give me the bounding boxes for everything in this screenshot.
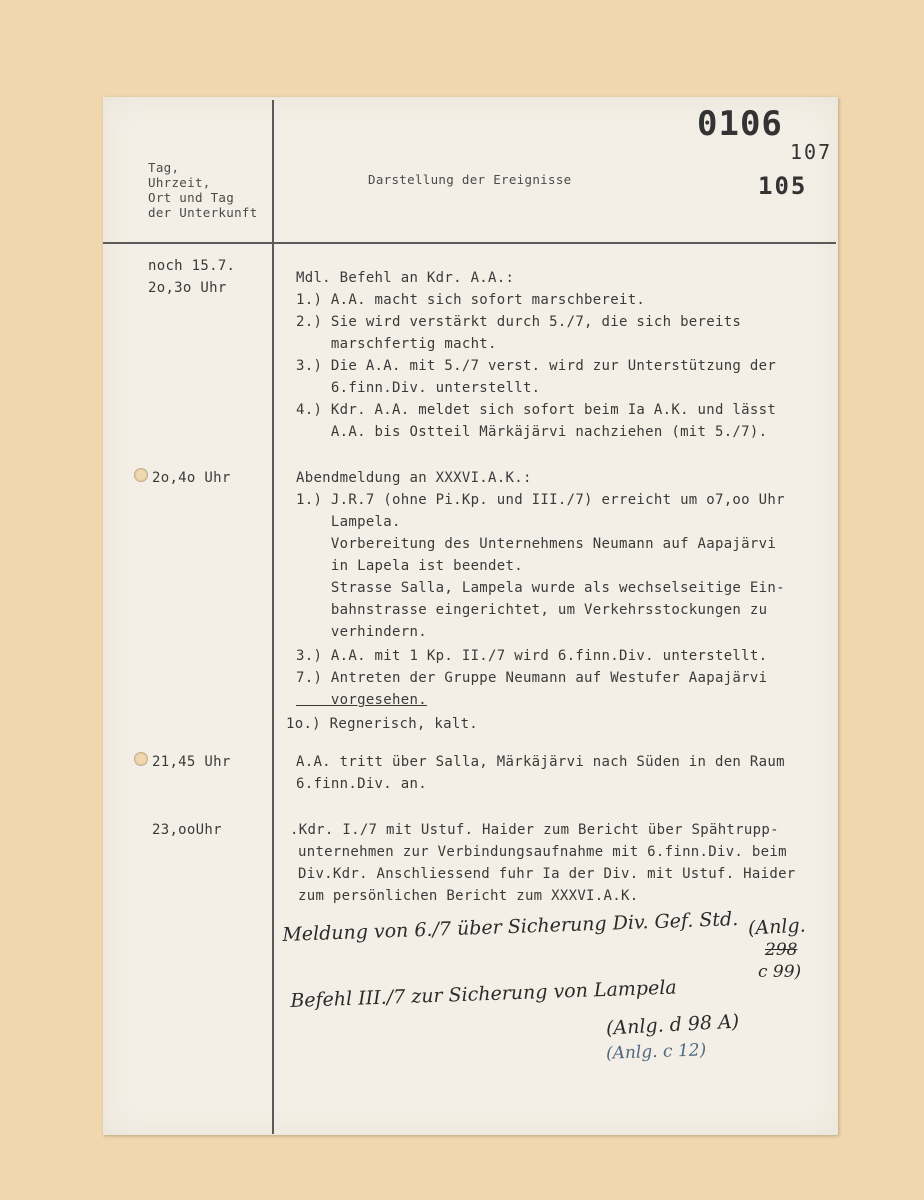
entry-line: .Kdr. I./7 mit Ustuf. Haider zum Bericht über Spähtrupp- xyxy=(290,822,779,838)
handwritten-annex-2: (Anlg. d 98 A) xyxy=(605,1010,740,1040)
entry-line: Mdl. Befehl an Kdr. A.A.: xyxy=(296,270,515,286)
entry-line: in Lapela ist beendet. xyxy=(296,558,523,574)
entry-line: unternehmen zur Verbindungsaufnahme mit 6.finn.Div. beim xyxy=(298,844,787,860)
entry-line: A.A. tritt über Salla, Märkäjärvi nach Süden in den Raum xyxy=(296,754,785,770)
entry-time: 23,ooUhr xyxy=(152,822,222,838)
header-left-line: der Unterkunft xyxy=(148,205,258,220)
entry-line: 1.) J.R.7 (ohne Pi.Kp. und III./7) erreicht um o7,oo Uhr xyxy=(296,492,785,508)
entry-line: bahnstrasse eingerichtet, um Verkehrsstockungen zu xyxy=(296,602,768,618)
entry-line: Div.Kdr. Anschliessend fuhr Ia der Div. mit Ustuf. Haider xyxy=(298,866,796,882)
punch-hole xyxy=(134,468,148,482)
header-left-line: Tag, xyxy=(148,160,180,175)
header-divider xyxy=(103,242,836,244)
entry-time: 2o,4o Uhr xyxy=(152,470,231,486)
page-number-105: 105 xyxy=(758,172,808,200)
entry-line: Strasse Salla, Lampela wurde als wechselseitige Ein- xyxy=(296,580,785,596)
entry-time: noch 15.7. 2o,3o Uhr xyxy=(148,258,236,296)
entry-line: 6.finn.Div. an. xyxy=(296,776,427,792)
entry-line: 4.) Kdr. A.A. meldet sich sofort beim Ia A.K. und lässt xyxy=(296,402,777,418)
handwritten-annex-1-struck: 298 xyxy=(765,940,798,960)
handwritten-note-1: Meldung von 6./7 über Sicherung Div. Gef. Std. xyxy=(282,908,739,946)
entry-line: 6.finn.Div. unterstellt. xyxy=(296,380,541,396)
header-left-line: Uhrzeit, xyxy=(148,175,211,190)
entry-line: A.A. bis Ostteil Märkäjärvi nachziehen (mit 5./7). xyxy=(296,424,768,440)
entry-line: verhindern. xyxy=(296,624,427,640)
handwritten-note-2: Befehl III./7 zur Sicherung von Lampela xyxy=(290,976,678,1012)
entry-line: 3.) Die A.A. mit 5./7 verst. wird zur Unterstützung der xyxy=(296,358,777,374)
entry-line: marschfertig macht. xyxy=(296,336,497,352)
header-title: Darstellung der Ereignisse xyxy=(368,172,572,187)
column-divider xyxy=(272,100,274,1134)
entry-line: Lampela. xyxy=(296,514,401,530)
entry-line: Vorbereitung des Unternehmens Neumann auf Aapajärvi xyxy=(296,536,777,552)
punch-hole xyxy=(134,752,148,766)
handwritten-annex-1: (Anlg. xyxy=(747,914,807,940)
entry-line: Abendmeldung an XXXVI.A.K.: xyxy=(296,470,532,486)
header-left-line: Ort und Tag xyxy=(148,190,235,205)
entry-time: 21,45 Uhr xyxy=(152,754,231,770)
entry-line: 2.) Sie wird verstärkt durch 5./7, die sich bereits xyxy=(296,314,742,330)
entry-line: 1.) A.A. macht sich sofort marschbereit. xyxy=(296,292,646,308)
page-number-107: 107 xyxy=(790,140,833,164)
entry-line: 7.) Antreten der Gruppe Neumann auf Westufer Aapajärvi xyxy=(296,670,768,686)
handwritten-annex-1-new: c 99) xyxy=(758,962,802,982)
handwritten-annex-3: (Anlg. c 12) xyxy=(605,1040,707,1064)
entry-line: 1o.) Regnerisch, kalt. xyxy=(286,716,479,732)
entry-line: vorgesehen. xyxy=(296,692,427,708)
entry-line: 3.) A.A. mit 1 Kp. II./7 wird 6.finn.Div. unterstellt. xyxy=(296,648,768,664)
archive-stamp-number: 0106 xyxy=(697,104,783,144)
entry-line: zum persönlichen Bericht zum XXXVI.A.K. xyxy=(298,888,639,904)
